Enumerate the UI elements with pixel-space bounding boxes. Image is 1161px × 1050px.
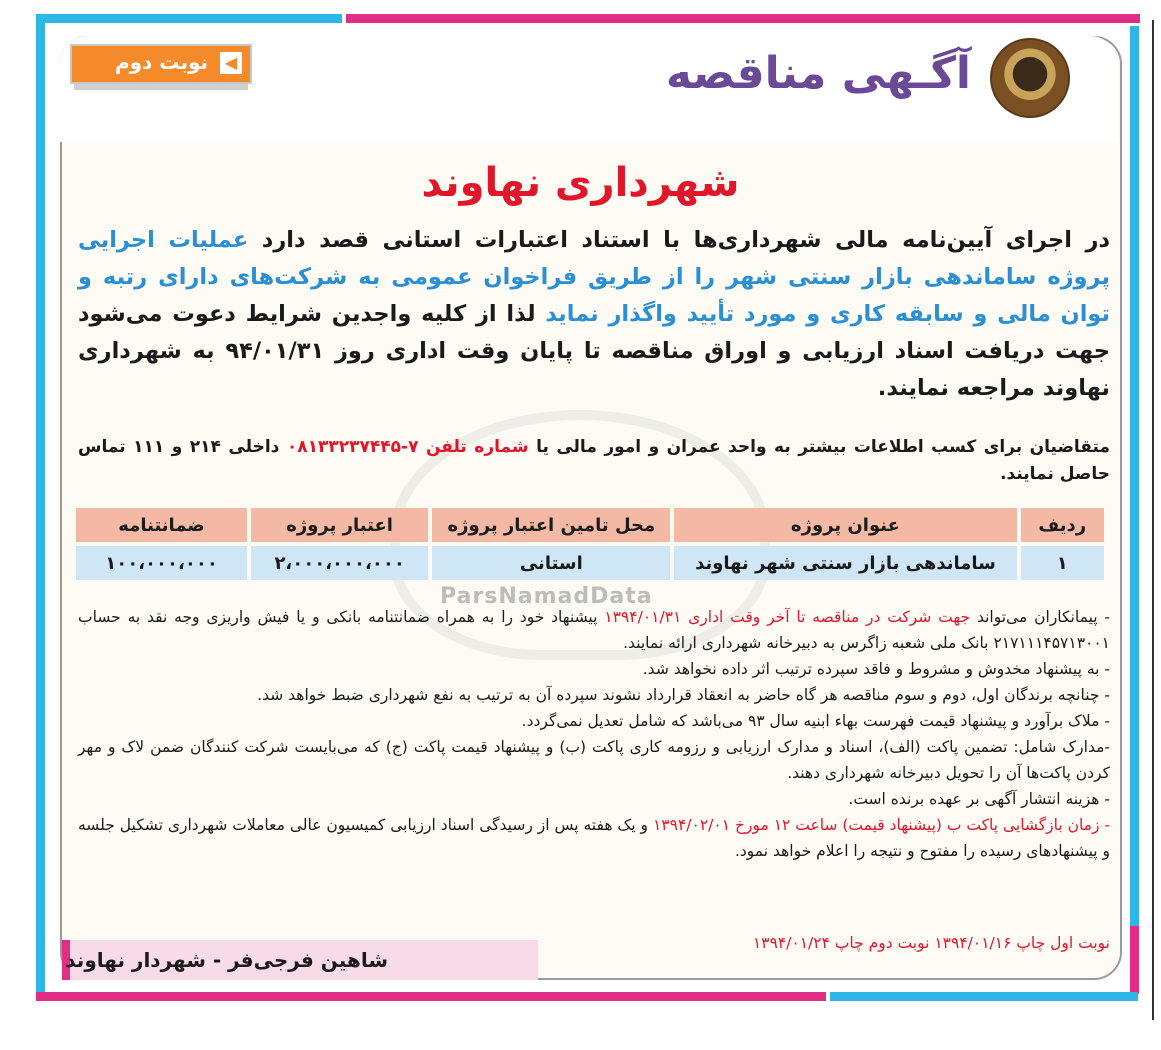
cell-guarantee: ۱۰۰،۰۰۰،۰۰۰ <box>76 546 247 580</box>
table-row <box>76 546 1104 580</box>
condition-7b: و یک هفته پس از رسیدگی اسناد ارزیابی کمیسیون عالی معاملات شهرداری تشکیل جلسه و پیشنهادهای رسیده را مفتوح و نتیجه را اعلام خواهد نمود. <box>78 816 1110 860</box>
col-project-budget: اعتبار پروژه <box>251 508 428 542</box>
cell-row-number: ۱ <box>1021 546 1104 580</box>
conditions-list <box>78 604 1110 864</box>
col-project-title: عنوان پروژه <box>674 508 1016 542</box>
condition-1-deadline: جهت شرکت در مناقصه تا آخر وقت اداری ۱۳۹۴/۰۱/۳۱ <box>604 608 971 626</box>
condition-item: - ملاک برآورد و پیشنهاد قیمت فهرست بهاء ابنیه سال ۹۳ می‌باشد که شامل تعدیل نمی‌گردد. <box>521 712 1110 730</box>
intro-paragraph <box>78 222 1110 407</box>
col-row-number: ردیف <box>1021 508 1104 542</box>
condition-1c: پیشنهاد خود را به همراه ضمانتنامه بانکی و یا فیش واریزی وجه نقد به حساب ۲۱۷۱۱۱۴۵۷۱۳۰۰۱ بانک ملی شعبه زاگرس به دبیرخانه شهرداری ارائه نمایند. <box>78 608 1110 652</box>
contact-part1: متقاضیان برای کسب اطلاعات بیشتر به واحد عمران و امور مالی یا <box>528 437 1111 457</box>
condition-item: - به پیشنهاد مخدوش و مشروط و فاقد سپرده ترتیب اثر داده نخواهد شد. <box>642 660 1110 678</box>
intro-part3: لذا از کلیه واجدین شرایط دعوت می‌شود جهت دریافت اسناد ارزیابی و اوراق مناقصه تا پایان وقت اداری روز ۹۴/۰۱/۳۱ به شهرداری نهاوند مراجعه نمایند. <box>78 301 1110 401</box>
round-badge <box>70 44 252 84</box>
signature-text: شاهین فرجی‌فر - شهردار نهاوند <box>65 948 388 972</box>
round-badge-label: نوبت دوم <box>114 50 208 74</box>
condition-1a: - پیمانکاران می‌تواند <box>970 608 1111 626</box>
top-magenta-bar <box>346 14 1140 23</box>
signature-box <box>62 940 538 980</box>
bottom-cyan-bar <box>830 992 1138 1001</box>
arrow-left-icon: ◀ <box>220 52 242 74</box>
intro-part1: در اجرای آیین‌نامه مالی شهرداری‌ها با استناد اعتبارات استانی قصد دارد <box>248 227 1110 253</box>
col-guarantee: ضمانتنامه <box>76 508 247 542</box>
table-header-row <box>76 508 1104 542</box>
cell-funding-source: استانی <box>432 546 670 580</box>
condition-item <box>78 604 1110 656</box>
project-table <box>72 504 1108 584</box>
bottom-magenta-bar <box>36 992 826 1001</box>
right-magenta-bar <box>1130 926 1139 994</box>
top-cyan-bar <box>42 14 342 23</box>
organization-title: شهرداری نهاوند <box>421 160 740 206</box>
watermark-text: ParsNamadData <box>440 584 653 609</box>
ad-title: آگـهی مناقصه <box>665 48 971 99</box>
contact-part3: داخلی ۲۱۴ و ۱۱۱ تماس حاصل نمایند. <box>78 437 1110 484</box>
condition-item: - چنانچه برندگان اول، دوم و سوم مناقصه هر گاه حاضر به انعقاد قرارداد نشوند سپرده آن به ترتیب به نفع شهرداری ضبط خواهد شد. <box>257 686 1110 704</box>
intro-highlight: عملیات اجرایی پروژه ساماندهی بازار سنتی شهر را از طریق فراخوان عمومی به شرکت‌های دارای رتبه و توان مالی و سابقه کاری و مورد تأیید واگذار نماید <box>78 227 1110 327</box>
condition-item <box>78 812 1110 864</box>
cell-project-budget: ۲،۰۰۰،۰۰۰،۰۰۰ <box>251 546 428 580</box>
condition-item: -مدارک شامل: تضمین پاکت (الف)، اسناد و مدارک ارزیابی و رزومه کاری پاکت (ب) و پیشنهاد قیمت پاکت (ج) که می‌بایست شرکت کنندگان ضمن لاک و مهر کردن پاکت‌ها آن را تحویل دبیرخانه شهرداری دهند. <box>78 738 1110 782</box>
municipality-emblem-icon <box>990 38 1070 118</box>
condition-7-opening-time: - زمان بازگشایی پاکت ب (پیشنهاد قیمت) ساعت ۱۲ مورخ ۱۳۹۴/۰۲/۰۱ <box>652 816 1110 834</box>
condition-item: - هزینه انتشار آگهی بر عهده برنده است. <box>848 790 1110 808</box>
col-funding-source: محل تامین اعتبار پروژه <box>432 508 670 542</box>
print-dates: نوبت اول چاپ ۱۳۹۴/۰۱/۱۶ نوبت دوم چاپ ۱۳۹۴/۰۱/۲۴ <box>752 934 1110 952</box>
contact-phone: شماره تلفن ۷-۰۸۱۳۳۲۳۷۴۴۵ <box>286 437 529 457</box>
cell-project-title: ساماندهی بازار سنتی شهر نهاوند <box>674 546 1016 580</box>
contact-paragraph <box>78 434 1110 488</box>
